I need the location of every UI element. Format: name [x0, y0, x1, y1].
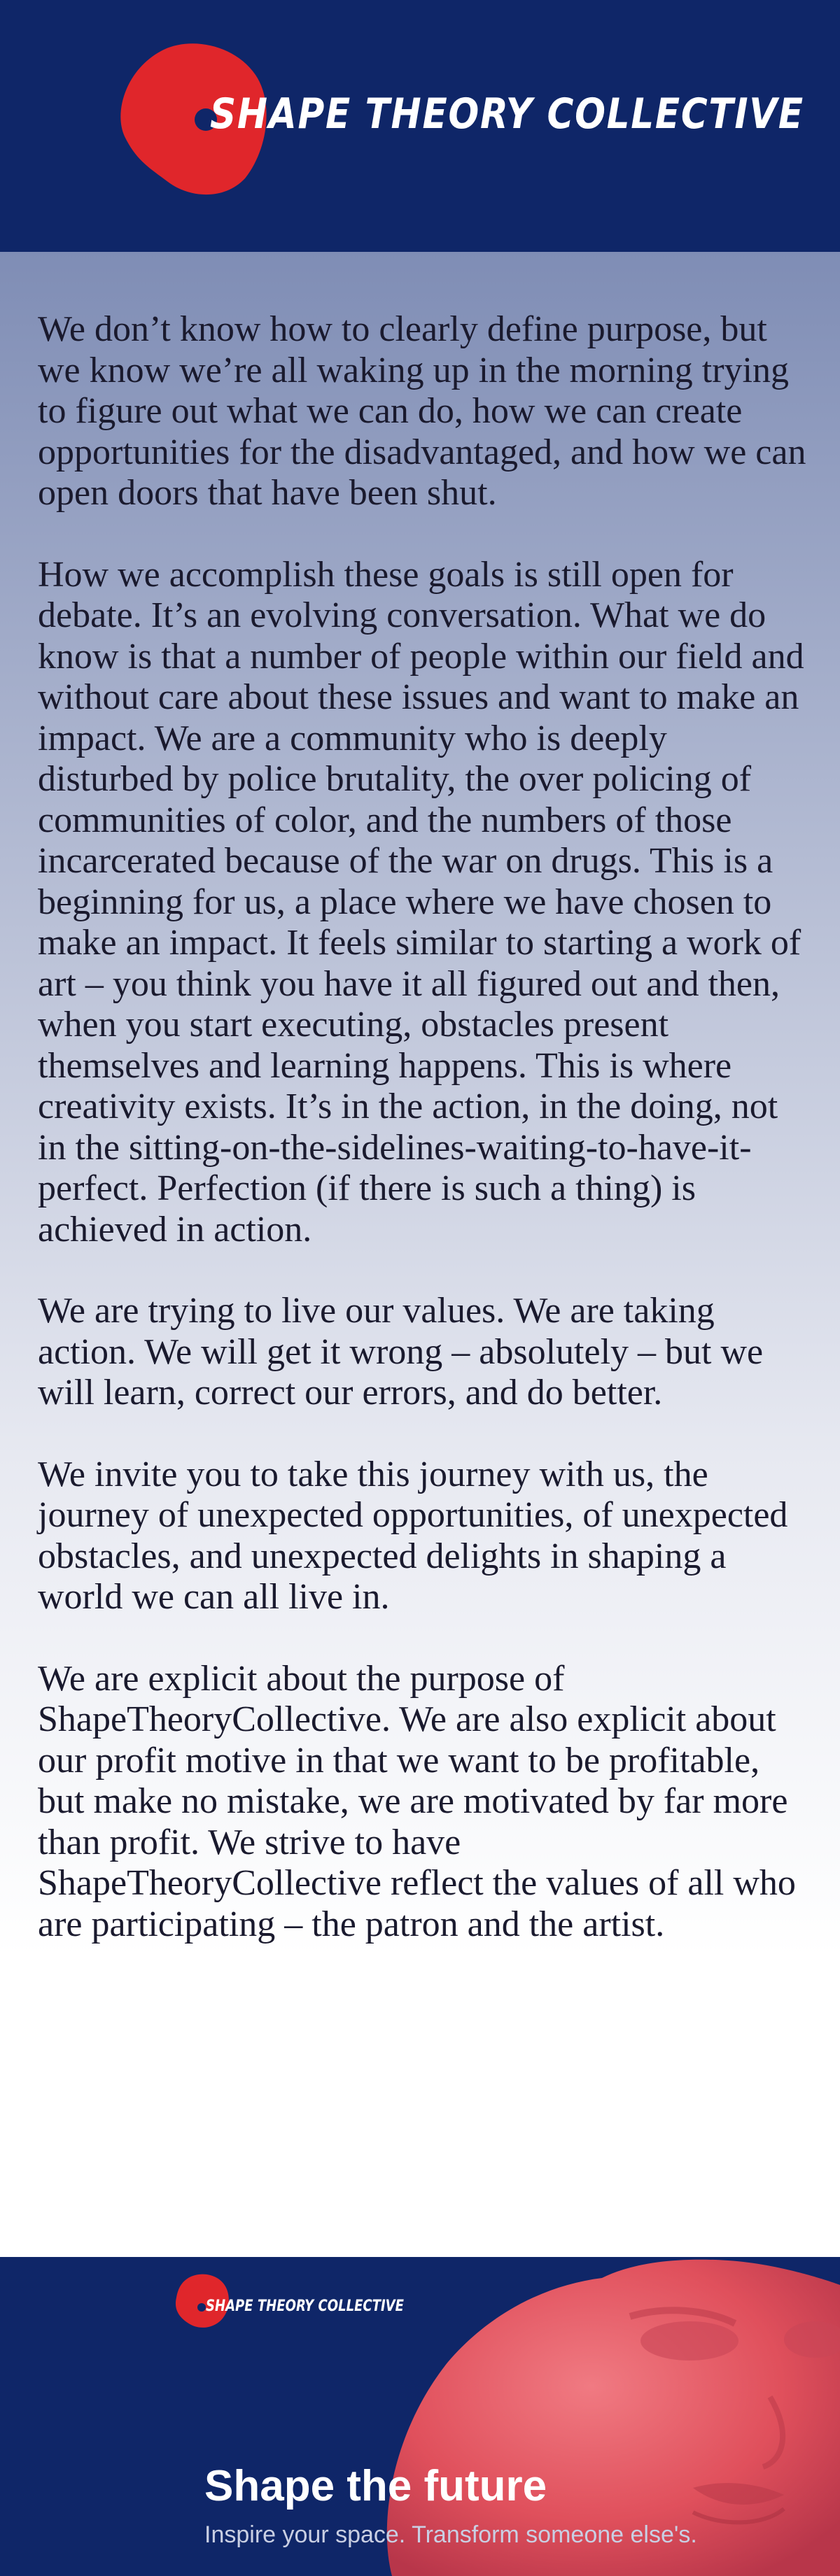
paragraph-values: We are trying to live our values. We are taking action. We will get it wrong – absolutely – but we will learn, correct our errors, and do better. — [38, 1291, 764, 1413]
footer-subtitle: Inspire your space. Transform someone else's. — [204, 2521, 697, 2548]
footer-logo-dot — [197, 2303, 206, 2312]
main-content — [0, 252, 840, 2257]
footer-brand-logo[interactable] — [171, 2271, 423, 2334]
page-footer — [0, 2257, 840, 2576]
content-body — [38, 309, 808, 1986]
paragraph-profit: We are explicit about the purpose of ShapeTheoryCollective. We are also explicit about our profit motive in that we want to be profitable, but make no mistake, we are motivated by far more than profit. We strive to have ShapeTheoryCollective reflect the values of all who are participating – the patron and the artist. — [38, 1658, 796, 1944]
paragraph-invitation: We invite you to take this journey with us, the journey of unexpected opportunities, of unexpected obstacles, and unexpected delights in shaping a world we can all live in. — [38, 1454, 788, 1617]
paragraph-goals: How we accomplish these goals is still open for debate. It’s an evolving conversation. What we do know is that a number of people within our field and without care about these issues and want to make an impact. We are a community who is deeply disturbed by police brutality, the over policing of communities of color, and the numbers of those incarcerated because of the war on drugs. This is a beginning for us, a place where we have chosen to make an impact. It feels similar to starting a work of art – you think you have it all figured out and then, when you start executing, obstacles present themselves and learning happens. This is where creativity exists. It’s in the action, in the doing, not in the sitting-on-the-sidelines-waiting-to-have-it-perfect. Perfection (if there is such a thing) is achieved in action. — [38, 554, 804, 1250]
footer-brand-name: SHAPE THEORY COLLECTIVE — [206, 2298, 404, 2315]
footer-tagline: Shape the future — [204, 2462, 547, 2510]
brand-logo[interactable] — [112, 38, 804, 199]
paragraph-purpose: We don’t know how to clearly define purpose, but we know we’re all waking up in the morning trying to figure out what we can do, how we can create opportunities for the disadvantaged, and how we can open doors that have been shut. — [38, 309, 806, 513]
brand-name: SHAPE THEORY COLLECTIVE — [210, 90, 804, 139]
page-header — [0, 0, 840, 252]
